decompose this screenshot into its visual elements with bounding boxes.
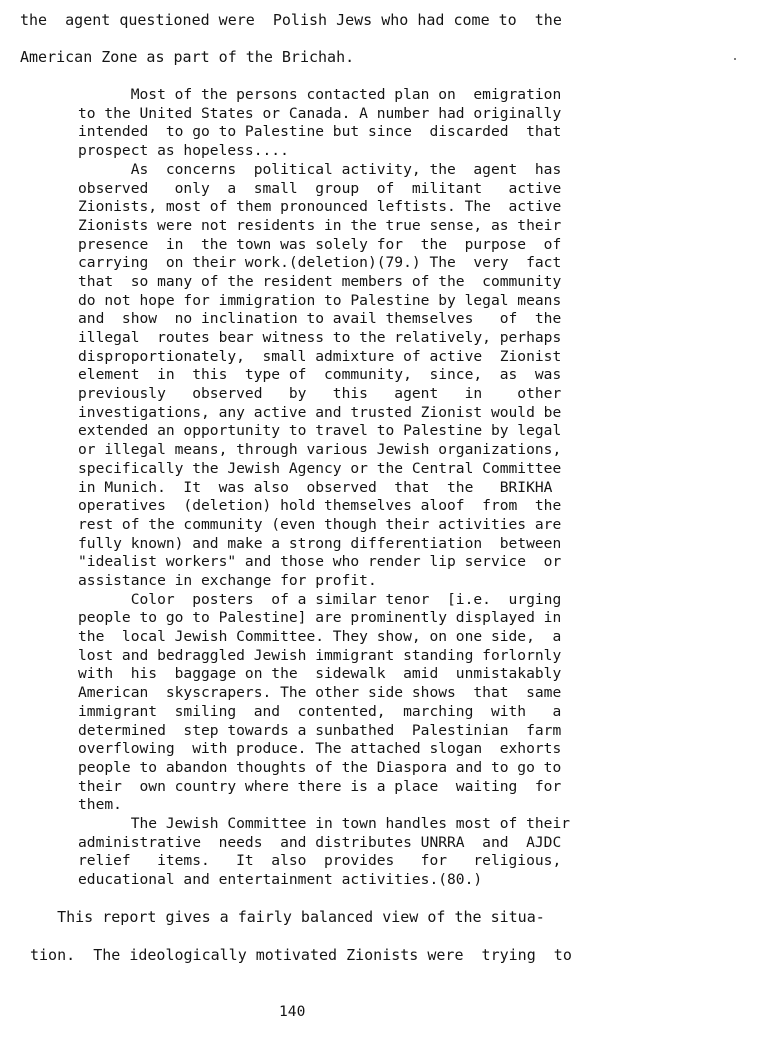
quote-line: assistance in exchange for profit. [78, 572, 377, 589]
quote-line: overflowing with produce. The attached slogan exhorts [78, 740, 562, 758]
quote-line: carrying on their work.(deletion)(79.) The very fact [78, 254, 562, 272]
body-line-2: American Zone as part of the Brichah. [20, 48, 355, 66]
quote-line: determined step towards a sunbathed Palestinian farm [78, 721, 562, 739]
quote-line: relief items. It also provides for religious, [78, 852, 562, 870]
quote-line: Zionists were not residents in the true sense, as their [78, 216, 562, 234]
quote-line: operatives (deletion) hold themselves aloof from the [78, 497, 562, 515]
quote-line: intended to go to Palestine but since discarded that [78, 123, 562, 141]
quote-line: immigrant smiling and contented, marching with a [78, 702, 562, 720]
quote-line: to the United States or Canada. A number had originally [78, 104, 562, 122]
quote-line: prospect as hopeless.... [78, 142, 289, 160]
quote-line: and show no inclination to avail themselves of the [78, 310, 562, 328]
quote-line: in Munich. It was also observed that the BRIKHA [78, 478, 553, 496]
quote-line: people to go to Palestine] are prominently displayed in [78, 609, 562, 627]
quote-line: Zionists, most of them pronounced leftists. The active [78, 198, 562, 216]
body-line-4: tion. The ideologically motivated Zionists were trying to [30, 946, 572, 964]
quote-line: Color posters of a similar tenor [i.e. urging [78, 590, 562, 608]
quote-line: rest of the community (even though their activities are [78, 515, 562, 533]
quote-line: disproportionately, small admixture of active Zionist [78, 347, 562, 365]
quote-line: their own country where there is a place waiting for [78, 777, 562, 795]
quote-line: lost and bedraggled Jewish immigrant standing forlornly [78, 646, 562, 664]
quote-line: element in this type of community, since, as was [78, 366, 562, 384]
quote-line: American skyscrapers. The other side shows that same [78, 684, 562, 702]
quote-line: observed only a small group of militant active [78, 179, 562, 197]
quote-line: presence in the town was solely for the purpose of [78, 235, 562, 253]
quote-line: the local Jewish Committee. They show, on one side, a [78, 628, 562, 645]
scan-speck [734, 58, 736, 60]
quote-line: with his baggage on the sidewalk amid unmistakably [78, 665, 562, 683]
quote-line: them. [78, 796, 122, 814]
quote-line: The Jewish Committee in town handles most of their [78, 814, 571, 832]
quote-line: that so many of the resident members of the community [78, 272, 562, 290]
quote-line: investigations, any active and trusted Zionist would be [78, 403, 562, 421]
quote-line: As concerns political activity, the agent has [78, 160, 562, 178]
quote-line: Most of the persons contacted plan on emigration [78, 86, 562, 103]
quote-line: or illegal means, through various Jewish organizations, [78, 441, 562, 459]
body-line-1: the agent questioned were Polish Jews who had come to the [20, 11, 562, 29]
page-number: 140 [279, 1003, 306, 1020]
quote-line: do not hope for immigration to Palestine by legal means [78, 291, 562, 309]
quote-line: specifically the Jewish Agency or the Central Committee [78, 459, 562, 477]
quote-line: extended an opportunity to travel to Palestine by legal [78, 422, 562, 440]
quote-line: "idealist workers" and those who render lip service or [78, 553, 562, 571]
quote-line: educational and entertainment activities.(80.) [78, 871, 483, 888]
quote-line: previously observed by this agent in other [78, 385, 562, 402]
quote-line: people to abandon thoughts of the Diaspora and to go to [78, 758, 562, 776]
quote-line: fully known) and make a strong differentiation between [78, 534, 562, 552]
body-line-3: This report gives a fairly balanced view of the situa- [30, 908, 545, 926]
quote-line: illegal routes bear witness to the relatively, perhaps [78, 329, 562, 346]
quote-line: administrative needs and distributes UNRRA and AJDC [78, 833, 562, 851]
